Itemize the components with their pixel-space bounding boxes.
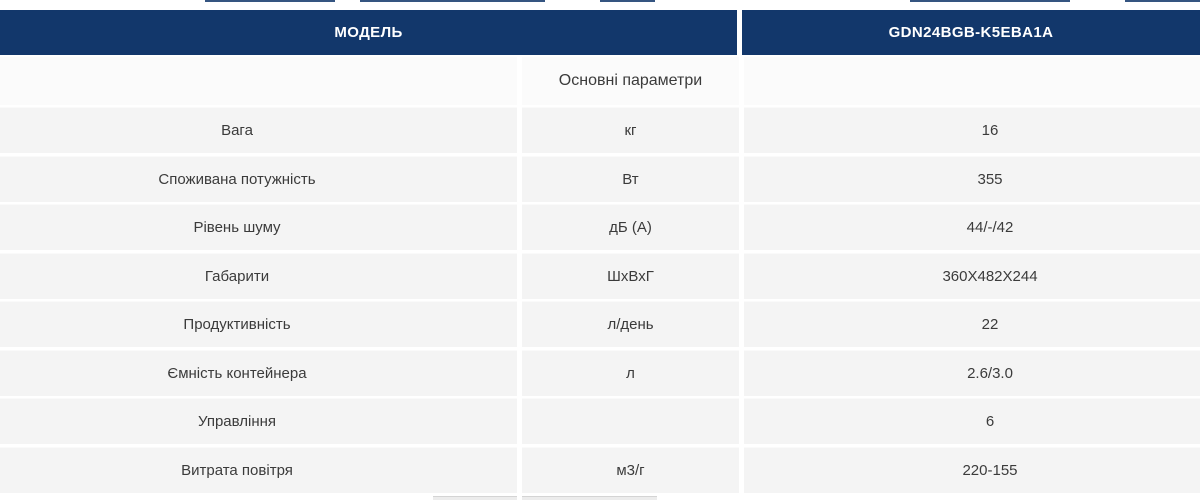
spec-rows xyxy=(0,107,1200,495)
spec-value: 44/-/42 xyxy=(744,204,1200,250)
spec-value: 360X482X244 xyxy=(744,253,1200,299)
top-crop-artifact xyxy=(1125,0,1200,2)
top-crop-artifact xyxy=(360,0,545,2)
spec-name: Витрата повітря xyxy=(0,447,517,493)
spec-value: 22 xyxy=(744,301,1200,347)
model-label: МОДЕЛЬ xyxy=(334,24,403,41)
spec-value: 220-155 xyxy=(744,447,1200,493)
top-crop-artifact xyxy=(910,0,1070,2)
top-crop-artifact xyxy=(205,0,335,2)
spec-unit: л xyxy=(522,350,739,396)
spec-name: Рівень шуму xyxy=(0,204,517,250)
spec-name: Вага xyxy=(0,107,517,153)
spec-name: Споживана потужність xyxy=(0,156,517,202)
spec-name: Ємність контейнера xyxy=(0,350,517,396)
spec-name: Продуктивність xyxy=(0,301,517,347)
table-row xyxy=(0,107,1200,153)
model-value: GDN24BGB-K5EBA1A xyxy=(888,24,1054,41)
bottom-crop-artifact xyxy=(522,496,657,500)
spec-unit: л/день xyxy=(522,301,739,347)
spec-unit: дБ (А) xyxy=(522,204,739,250)
spec-value: 355 xyxy=(744,156,1200,202)
spec-unit: м3/г xyxy=(522,447,739,493)
spec-name: Габарити xyxy=(0,253,517,299)
spec-unit: ШхВхГ xyxy=(522,253,739,299)
model-value-cell xyxy=(742,10,1200,55)
bottom-crop-artifact xyxy=(433,496,517,500)
model-label-cell xyxy=(0,10,737,55)
table-header xyxy=(0,10,1200,55)
table-row xyxy=(0,447,1200,493)
spec-unit xyxy=(522,398,739,444)
spec-unit: кг xyxy=(522,107,739,153)
table-row xyxy=(0,204,1200,250)
table-row xyxy=(0,398,1200,444)
spec-value: 2.6/3.0 xyxy=(744,350,1200,396)
section-cell-middle xyxy=(522,57,739,105)
table-row xyxy=(0,301,1200,347)
section-cell-right xyxy=(744,57,1200,105)
spec-name: Управління xyxy=(0,398,517,444)
section-cell-left xyxy=(0,57,517,105)
spec-value: 16 xyxy=(744,107,1200,153)
table-row xyxy=(0,156,1200,202)
table-row xyxy=(0,253,1200,299)
section-title: Основні параметри xyxy=(558,72,703,89)
spec-unit: Вт xyxy=(522,156,739,202)
spec-value: 6 xyxy=(744,398,1200,444)
section-header-row xyxy=(0,57,1200,105)
top-crop-artifact xyxy=(600,0,655,2)
table-row xyxy=(0,350,1200,396)
